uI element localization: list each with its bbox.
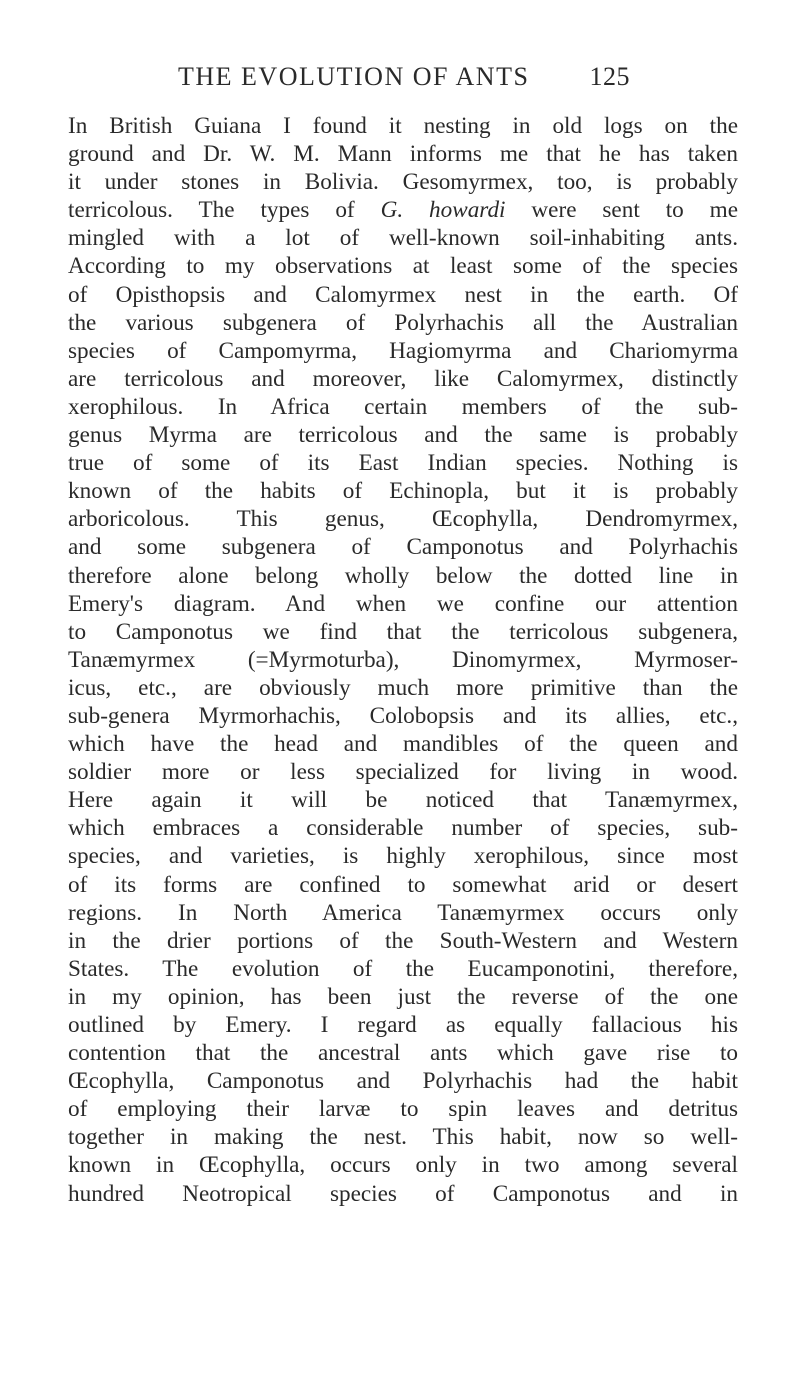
- text-line: which embraces a considerable number of species, sub-: [68, 815, 738, 842]
- text-line: therefore alone belong wholly below the dotted line in: [68, 562, 738, 589]
- text-line: In British Guiana I found it nesting in old logs on the: [68, 113, 738, 139]
- text-line: sub-genera Myrmorhachis, Colobopsis and its allies, etc.,: [68, 702, 738, 729]
- text-line: hundred Neotropical species of Camponotus and in: [68, 1180, 738, 1207]
- text-line: it under stones in Bolivia. Gesomyrmex, too, is probably: [68, 169, 738, 196]
- text-line: genus Myrma are terricolous and the same is probably: [68, 422, 738, 449]
- text-line: together in making the nest. This habit, now so well-: [68, 1124, 738, 1151]
- text-line: Emery's diagram. And when we confine our attention: [68, 590, 738, 617]
- text-line: xerophilous. In Africa certain members of the sub-: [68, 393, 738, 420]
- text-line: Tanæmyrmex (=Myrmoturba), Dinomyrmex, Myrmoser-: [68, 646, 738, 673]
- text-line: and some subgenera of Camponotus and Polyrhachis: [68, 534, 738, 561]
- text-line: Œcophylla, Camponotus and Polyrhachis had the habit: [68, 1068, 738, 1095]
- text-line: ground and Dr. W. M. Mann informs me that he has taken: [68, 141, 738, 168]
- text-line: soldier more or less specialized for living in wood.: [68, 759, 738, 786]
- species-name-italic: G. howardi: [380, 197, 506, 224]
- text-line: Here again it will be noticed that Tanæmyrmex,: [68, 787, 738, 814]
- text-line: of employing their larvæ to spin leaves and detritus: [68, 1096, 738, 1123]
- text-line: in the drier portions of the South-Western and Western: [68, 927, 738, 954]
- text-line: mingled with a lot of well-known soil-inhabiting ants.: [68, 225, 738, 252]
- text-line: According to my observations at least some of the species: [68, 253, 738, 280]
- text-line: regions. In North America Tanæmyrmex occurs only: [68, 899, 738, 926]
- text-line: true of some of its East Indian species. Nothing is: [68, 450, 738, 477]
- text-segment: were sent to me: [505, 197, 738, 224]
- text-line: known in Œcophylla, occurs only in two among several: [68, 1152, 738, 1179]
- text-line: outlined by Emery. I regard as equally fallacious his: [68, 1012, 738, 1038]
- text-segment: terricolous. The types of: [68, 197, 381, 224]
- text-line: which have the head and mandibles of the queen and: [68, 731, 738, 758]
- text-line: species of Campomyrma, Hagiomyrma and Chariomyrma: [68, 337, 738, 364]
- body-paragraph: [68, 112, 738, 1208]
- text-line: of Opisthopsis and Calomyrmex nest in the earth. Of: [68, 281, 738, 308]
- text-line: [68, 196, 738, 224]
- text-line: the various subgenera of Polyrhachis all the Australian: [68, 309, 738, 336]
- page-number: 125: [589, 62, 630, 91]
- text-line: to Camponotus we find that the terricolous subgenera,: [68, 618, 738, 645]
- text-line: contention that the ancestral ants which gave rise to: [68, 1040, 738, 1067]
- text-line: arboricolous. This genus, Œcophylla, Dendromyrmex,: [68, 506, 738, 533]
- text-line: are terricolous and moreover, like Calomyrmex, distinctly: [68, 365, 738, 392]
- text-line: of its forms are confined to somewhat arid or desert: [68, 871, 738, 898]
- running-title: THE EVOLUTION OF ANTS: [178, 62, 530, 91]
- text-line: icus, etc., are obviously much more primitive than the: [68, 674, 738, 701]
- running-head: [178, 62, 630, 102]
- text-line: in my opinion, has been just the reverse of the one: [68, 983, 738, 1010]
- text-line: States. The evolution of the Eucamponotini, therefore,: [68, 955, 738, 982]
- text-line: known of the habits of Echinopla, but it is probably: [68, 478, 738, 505]
- text-line: species, and varieties, is highly xerophilous, since most: [68, 843, 738, 870]
